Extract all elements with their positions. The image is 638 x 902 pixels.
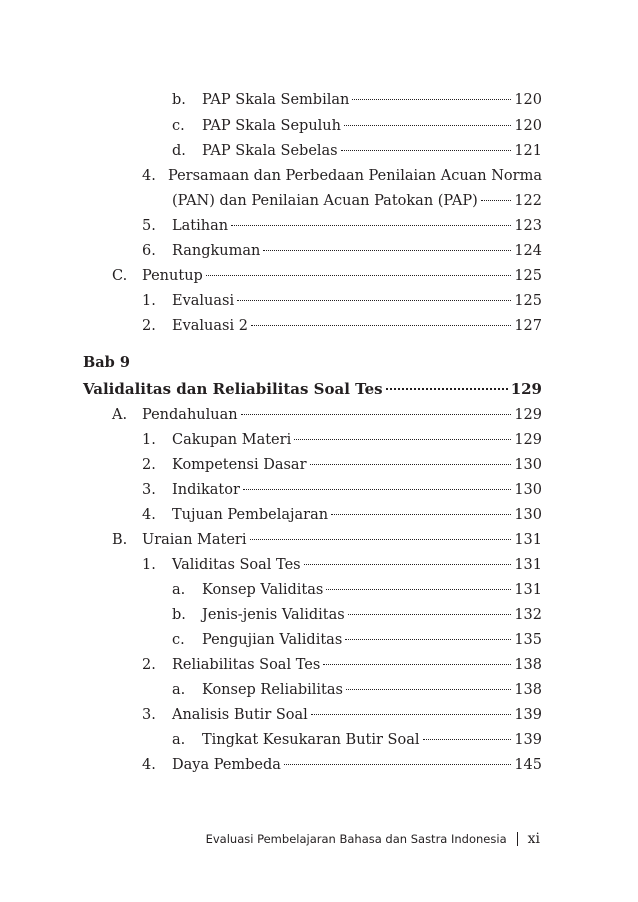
entry-label: Pengujian Validitas	[202, 632, 343, 648]
entry-page: 123	[514, 218, 542, 234]
entry-number: 2.	[142, 657, 156, 673]
entry-number: 6.	[142, 243, 156, 259]
chapter-title-entry	[83, 379, 542, 399]
entry-number: 3.	[142, 482, 156, 498]
entry-page: 124	[514, 243, 542, 259]
entry-label: Pendahuluan	[142, 407, 238, 423]
dot-leader	[294, 439, 511, 440]
entry-page: 122	[514, 193, 542, 209]
entry-label: (PAN) dan Penilaian Acuan Patokan (PAP)	[172, 193, 478, 209]
entry-number: a.	[172, 582, 186, 598]
entry-label: Daya Pembeda	[172, 757, 281, 773]
entry-page: 125	[514, 293, 542, 309]
dot-leader	[352, 99, 511, 100]
entry-number: 1.	[142, 557, 156, 573]
entry-label: Penutup	[142, 268, 203, 284]
entry-number: 2.	[142, 318, 156, 334]
toc-entry	[172, 90, 542, 110]
dot-leader	[304, 564, 512, 565]
entry-page: 130	[514, 457, 542, 473]
dot-leader	[231, 225, 511, 226]
dot-leader	[284, 764, 511, 765]
dot-leader	[323, 664, 511, 665]
dot-leader	[237, 300, 511, 301]
entry-page: 127	[514, 318, 542, 334]
entry-number: 5.	[142, 218, 156, 234]
dot-leader	[310, 464, 512, 465]
toc-entry	[142, 430, 542, 450]
entry-page: 121	[514, 143, 542, 159]
dot-leader	[263, 250, 511, 251]
toc-entry-line2	[172, 191, 542, 211]
toc-entry-line1	[142, 166, 542, 186]
entry-page: 139	[514, 707, 542, 723]
toc-entry	[142, 455, 542, 475]
toc-entry	[172, 605, 542, 625]
dot-leader	[331, 514, 511, 515]
dot-leader	[346, 689, 511, 690]
entry-page: 130	[514, 507, 542, 523]
entry-label: PAP Skala Sebelas	[202, 143, 338, 159]
entry-label: Uraian Materi	[142, 532, 247, 548]
dot-leader	[341, 150, 512, 151]
running-footer-title: Evaluasi Pembelajaran Bahasa dan Sastra Indonesia	[205, 832, 507, 846]
dot-leader	[251, 325, 511, 326]
entry-label: Evaluasi 2	[172, 318, 248, 334]
entry-label: Jenis-jenis Validitas	[202, 607, 345, 623]
entry-label: Analisis Butir Soal	[172, 707, 308, 723]
toc-entry	[172, 630, 542, 650]
entry-label: PAP Skala Sepuluh	[202, 118, 341, 134]
entry-label: Rangkuman	[172, 243, 261, 259]
dot-leader	[206, 275, 512, 276]
entry-number: a.	[172, 732, 186, 748]
entry-label: Kompetensi Dasar	[172, 457, 307, 473]
entry-page: 135	[514, 632, 542, 648]
entry-number: 1.	[142, 293, 156, 309]
toc-entry	[112, 530, 542, 550]
toc-entry	[142, 480, 542, 500]
entry-page: 138	[514, 682, 542, 698]
entry-page: 129	[514, 407, 542, 423]
entry-number: A.	[112, 407, 128, 423]
entry-number: 4.	[142, 168, 156, 184]
toc-entry	[172, 730, 542, 750]
entry-page: 132	[514, 607, 542, 623]
page-footer	[206, 831, 540, 847]
entry-number: 4.	[142, 757, 156, 773]
toc-entry	[142, 241, 542, 261]
dot-leader	[481, 200, 512, 201]
entry-label: Tujuan Pembelajaran	[172, 507, 329, 523]
dot-leader	[250, 539, 512, 540]
dot-leader	[243, 489, 511, 490]
entry-page: 130	[514, 482, 542, 498]
entry-number: 4.	[142, 507, 156, 523]
entry-number: b.	[172, 607, 186, 623]
entry-number: a.	[172, 682, 186, 698]
dot-leader	[386, 388, 508, 390]
toc-entry	[142, 316, 542, 336]
entry-number: C.	[112, 268, 128, 284]
toc-entry	[112, 266, 542, 286]
toc-entry	[142, 705, 542, 725]
entry-page: 131	[514, 582, 542, 598]
entry-number: 1.	[142, 432, 156, 448]
dot-leader	[423, 739, 512, 740]
entry-page: 145	[514, 757, 542, 773]
toc-entry	[142, 555, 542, 575]
dot-leader	[348, 614, 512, 615]
entry-label: Indikator	[172, 482, 240, 498]
chapter-title: Validalitas dan Reliabilitas Soal Tes	[83, 380, 383, 398]
entry-label: PAP Skala Sembilan	[202, 92, 350, 108]
entry-number: b.	[172, 92, 186, 108]
toc-entry	[142, 216, 542, 236]
entry-page: 139	[514, 732, 542, 748]
dot-leader	[345, 639, 511, 640]
entry-page: 131	[514, 557, 542, 573]
entry-page: 120	[514, 118, 542, 134]
entry-number: 3.	[142, 707, 156, 723]
entry-number: d.	[172, 143, 186, 159]
entry-page: 129	[510, 380, 542, 398]
toc-entry	[142, 755, 542, 775]
entry-label: Persamaan dan Perbedaan Penilaian Acuan Norma	[167, 168, 542, 184]
entry-number: 2.	[142, 457, 156, 473]
entry-number: B.	[112, 532, 128, 548]
page-number: xi	[527, 831, 540, 847]
entry-label: Cakupan Materi	[172, 432, 292, 448]
toc-entry	[172, 141, 542, 161]
entry-page: 138	[514, 657, 542, 673]
entry-number: c.	[172, 632, 185, 648]
chapter-label: Bab 9	[83, 354, 130, 371]
footer-divider	[517, 832, 518, 846]
entry-label: Reliabilitas Soal Tes	[172, 657, 321, 673]
dot-leader	[241, 414, 512, 415]
toc-entry	[142, 655, 542, 675]
entry-label: Tingkat Kesukaran Butir Soal	[202, 732, 420, 748]
toc-entry	[142, 291, 542, 311]
entry-label: Latihan	[172, 218, 229, 234]
toc-entry	[172, 116, 542, 136]
dot-leader	[326, 589, 511, 590]
entry-label: Konsep Reliabilitas	[202, 682, 343, 698]
toc-entry	[172, 580, 542, 600]
entry-label: Evaluasi	[172, 293, 235, 309]
entry-number: c.	[172, 118, 185, 134]
dot-leader	[311, 714, 512, 715]
toc-entry	[142, 505, 542, 525]
entry-label: Konsep Validitas	[202, 582, 324, 598]
entry-page: 131	[514, 532, 542, 548]
entry-page: 125	[514, 268, 542, 284]
toc-entry	[112, 405, 542, 425]
dot-leader	[344, 125, 511, 126]
entry-label: Validitas Soal Tes	[172, 557, 301, 573]
entry-page: 129	[514, 432, 542, 448]
entry-page: 120	[514, 92, 542, 108]
toc-entry	[172, 680, 542, 700]
